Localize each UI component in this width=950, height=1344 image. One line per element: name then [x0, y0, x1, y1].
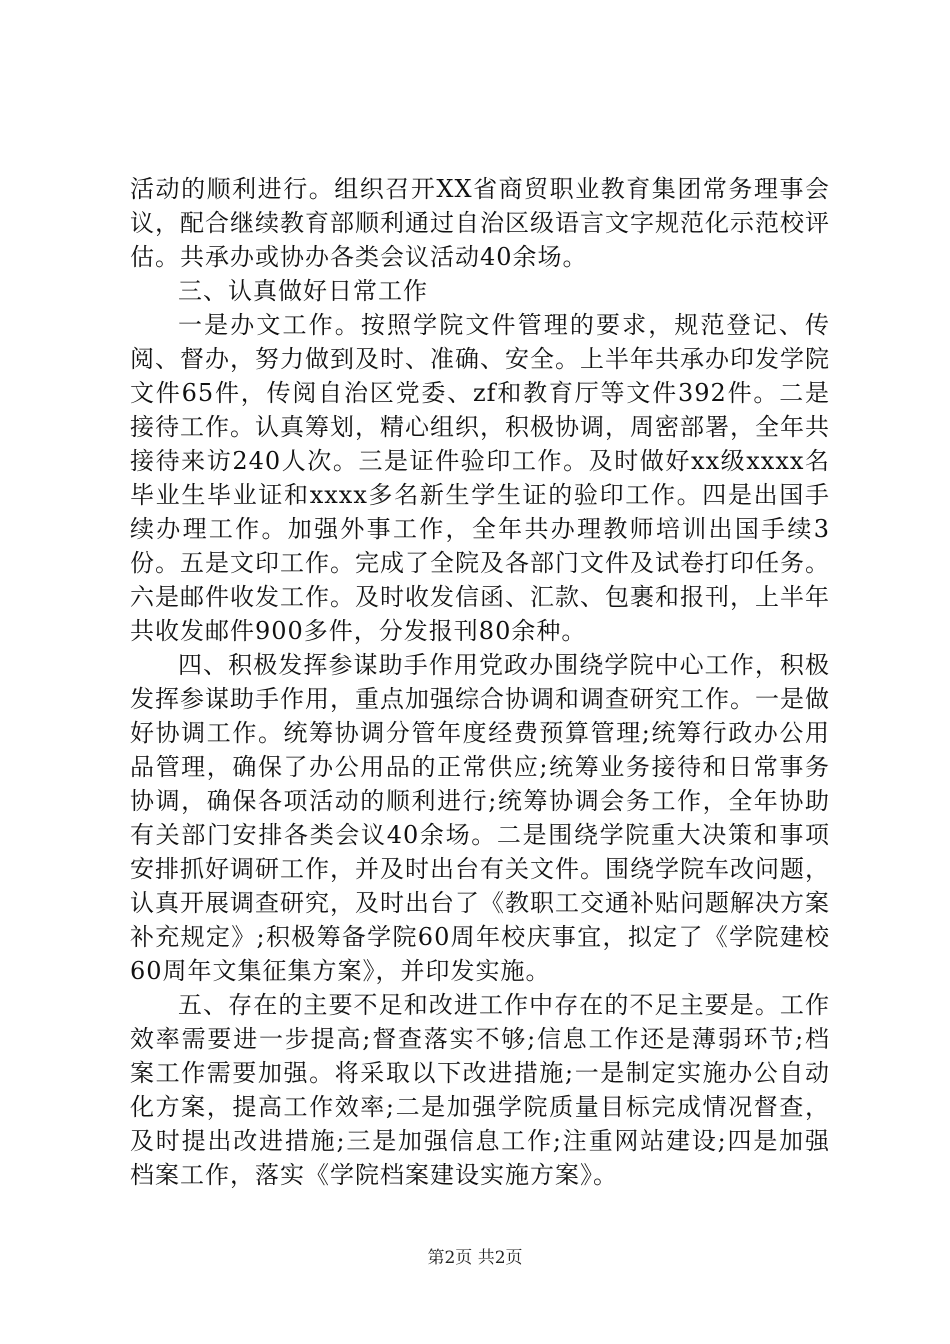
document-body — [130, 172, 830, 1192]
paragraph-shortcomings: 五、存在的主要不足和改进工作中存在的不足主要是。工作效率需要进一步提高;督查落实不够;信息工作还是薄弱环节;档案工作需要加强。将采取以下改进措施;一是制定实施办公自动化方案，提高工作效率;二是加强学院质量目标完成情况督查，及时提出改进措施;三是加强信息工作;注重网站建设;四是加强档案工作，落实《学院档案建设实施方案》。 — [130, 991, 830, 1189]
paragraph-daily-work: 一是办文工作。按照学院文件管理的要求，规范登记、传阅、督办，努力做到及时、准确、安全。上半年共承办印发学院文件65件，传阅自治区党委、zf和教育厅等文件392件。二是接待工作。认真筹划，精心组织，积极协调，周密部署，全年共接待来访240人次。三是证件验印工作。及时做好xx级xxxx名毕业生毕业证和xxxx多名新生学生证的验印工作。四是出国手续办理工作。加强外事工作，全年共办理教师培训出国手续3份。五是文印工作。完成了全院及各部门文件及试卷打印任务。六是邮件收发工作。及时收发信函、汇款、包裹和报刊，上半年共收发邮件900多件，分发报刊80余种。 — [130, 311, 830, 645]
paragraph-advisory-role: 四、积极发挥参谋助手作用党政办围绕学院中心工作，积极发挥参谋助手作用，重点加强综合协调和调查研究工作。一是做好协调工作。统筹协调分管年度经费预算管理;统筹行政办公用品管理，确保了办公用品的正常供应;统筹业务接待和日常事务协调，确保各项活动的顺利进行;统筹协调会务工作，全年协助有关部门安排各类会议40余场。二是围绕学院重大决策和事项安排抓好调研工作，并及时出台有关文件。围绕学院车改问题，认真开展调查研究，及时出台了《教职工交通补贴问题解决方案补充规定》;积极筹备学院60周年校庆事宜，拟定了《学院建校60周年文集征集方案》，并印发实施。 — [130, 651, 830, 985]
paragraph-continuation: 活动的顺利进行。组织召开XX省商贸职业教育集团常务理事会议，配合继续教育部顺利通过自治区级语言文字规范化示范校评估。共承办或协办各类会议活动40余场。 — [130, 175, 830, 271]
section-heading-daily-work: 三、认真做好日常工作 — [178, 277, 428, 305]
page-number-footer: 第2页 共2页 — [427, 1248, 523, 1268]
